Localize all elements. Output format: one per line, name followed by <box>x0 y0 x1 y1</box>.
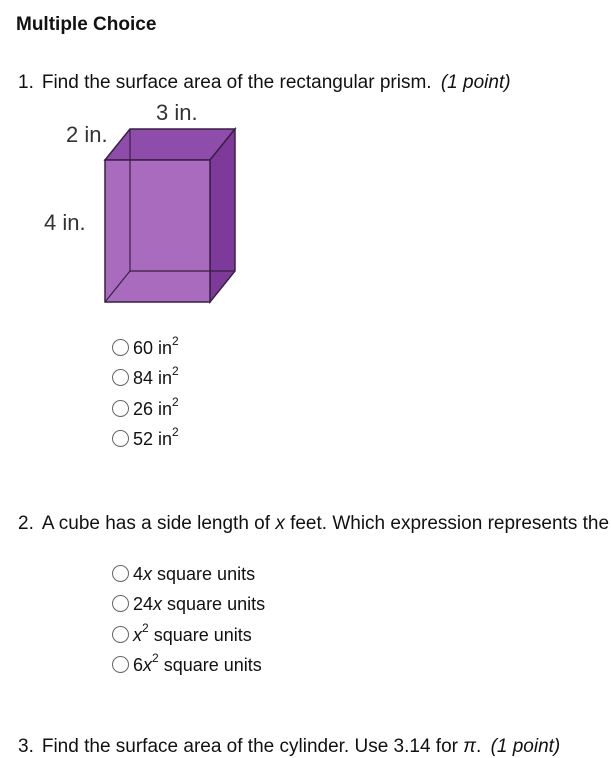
rectangular-prism-figure <box>40 98 250 310</box>
answer-option[interactable] <box>112 558 265 589</box>
question-2-prompt <box>18 513 609 535</box>
radio-button[interactable] <box>112 565 129 582</box>
option-text: 60 $in^2$ <box>133 333 179 358</box>
answer-option[interactable] <box>112 650 265 681</box>
radio-button[interactable] <box>112 430 129 447</box>
question-2-text: A cube has a side length of x feet. Which expression represents the <box>41 513 610 534</box>
option-text: $x^2$ square units <box>133 620 252 645</box>
answer-option[interactable] <box>112 589 265 620</box>
question-3-number: 3. <box>18 736 34 757</box>
section-heading: Multiple Choice <box>16 14 157 35</box>
radio-button[interactable] <box>112 400 129 417</box>
answer-option[interactable] <box>112 332 179 363</box>
question-3-period: . <box>476 736 482 757</box>
option-text: 84 $in^2$ <box>133 364 179 389</box>
question-2-number: 2. <box>18 513 34 534</box>
radio-button[interactable] <box>112 369 129 386</box>
question-1-points: (1 point) <box>440 72 511 93</box>
question-2-options <box>112 558 265 680</box>
radio-button[interactable] <box>112 339 129 356</box>
answer-option[interactable] <box>112 424 179 455</box>
option-text: 4x square units <box>133 563 256 584</box>
radio-button[interactable] <box>112 595 129 612</box>
prism-width-label: 2 in. <box>66 122 108 147</box>
answer-option[interactable] <box>112 619 265 650</box>
question-3-points: (1 point) <box>490 736 561 757</box>
answer-option[interactable] <box>112 363 179 394</box>
option-text: 26 $in^2$ <box>133 394 179 419</box>
radio-button[interactable] <box>112 626 129 643</box>
answer-option[interactable] <box>112 393 179 424</box>
prism-height-label: 4 in. <box>44 210 86 235</box>
prism-front-face <box>105 160 210 302</box>
question-1-prompt <box>18 72 511 94</box>
question-1-number: 1. <box>18 72 34 93</box>
option-text: 24x square units <box>133 594 266 615</box>
option-text: $6x^2$ square units <box>133 651 262 676</box>
question-3-text: Find the surface area of the cylinder. Use 3.14 for <box>41 736 458 757</box>
question-3-prompt <box>18 736 560 758</box>
question-1-options <box>112 332 179 454</box>
question-1-text: Find the surface area of the rectangular prism. <box>41 72 432 93</box>
radio-button[interactable] <box>112 656 129 673</box>
prism-length-label: 3 in. <box>156 100 198 125</box>
pi-symbol: π <box>463 736 476 757</box>
option-text: 52 $in^2$ <box>133 425 179 450</box>
prism-side-face <box>210 129 235 302</box>
